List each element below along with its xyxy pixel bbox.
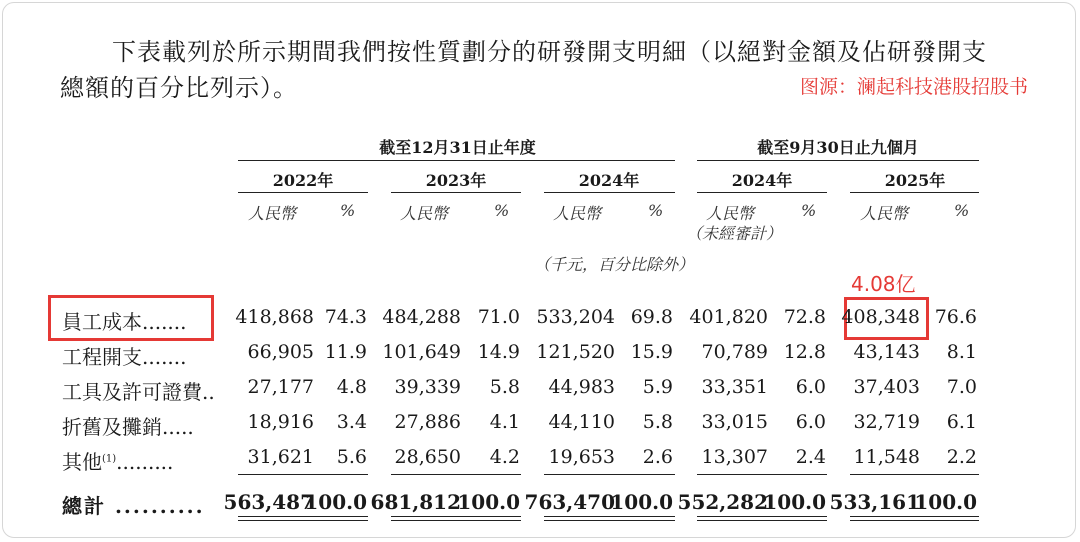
total-double-rule — [544, 516, 675, 517]
total-double-rule — [391, 520, 521, 521]
table-cell: 14.9 — [477, 341, 520, 363]
subtotal-rule — [391, 474, 521, 475]
table-cell: 8.1 — [946, 341, 977, 363]
table-cell: 33,015 — [701, 411, 768, 433]
total-cell: 100.0 — [610, 490, 673, 514]
subtotal-rule — [238, 474, 368, 475]
year-underline — [850, 192, 979, 193]
table-cell: 121,520 — [536, 341, 615, 363]
total-cell: 681,812 — [370, 490, 461, 514]
currency-header: 人民幣 — [553, 204, 602, 223]
table-cell: 70,789 — [701, 341, 768, 363]
period-underline-annual — [238, 160, 675, 161]
year-underline — [697, 192, 827, 193]
row-label-tools-licenses: 工具及許可證費.. — [62, 380, 215, 404]
unaudited-note: （未經審計） — [686, 224, 783, 243]
percent-header: % — [801, 201, 817, 220]
currency-header: 人民幣 — [248, 204, 297, 223]
table-cell: 484,288 — [382, 306, 461, 328]
table-cell: 7.0 — [946, 376, 977, 398]
total-cell: 100.0 — [304, 490, 367, 514]
total-double-rule — [544, 520, 675, 521]
year-underline — [544, 192, 675, 193]
row-label-others — [62, 446, 173, 475]
total-double-rule — [850, 520, 979, 521]
table-cell: 6.0 — [795, 411, 826, 433]
total-cell: 100.0 — [763, 490, 826, 514]
table-cell: 74.3 — [324, 306, 367, 328]
total-cell: 100.0 — [457, 490, 520, 514]
row-label-total: 總計 .......... — [62, 494, 205, 518]
period-underline-nine-months — [697, 160, 979, 161]
table-cell: 12.8 — [783, 341, 826, 363]
row-label-depreciation: 折舊及攤銷..... — [62, 415, 194, 439]
intro-line-1: 下表載列於所示期間我們按性質劃分的研發開支明細（以絕對金額及佔研發開支 — [112, 38, 987, 66]
year-header-2024: 2024年 — [578, 171, 640, 190]
total-cell: 100.0 — [914, 490, 977, 514]
table-cell: 69.8 — [630, 306, 673, 328]
year-header-2024-9m: 2024年 — [731, 171, 793, 190]
table-cell: 4.8 — [336, 376, 367, 398]
currency-header: 人民幣 — [706, 204, 755, 223]
total-cell: 552,282 — [677, 490, 768, 514]
table-cell: 5.9 — [642, 376, 673, 398]
total-double-rule — [238, 516, 368, 517]
row-label-others-text: 其他 — [62, 450, 102, 474]
table-cell: 533,204 — [536, 306, 615, 328]
currency-header: 人民幣 — [400, 204, 449, 223]
table-cell: 43,143 — [853, 341, 920, 363]
table-cell: 4.1 — [489, 411, 520, 433]
row-label-others-dots: ......... — [116, 450, 174, 474]
year-header-2025-9m: 2025年 — [884, 171, 946, 190]
total-double-rule — [238, 520, 368, 521]
total-double-rule — [850, 516, 979, 517]
table-cell: 2.2 — [946, 446, 977, 468]
table-cell: 37,403 — [853, 376, 920, 398]
table-cell: 27,177 — [247, 376, 314, 398]
table-cell: 72.8 — [783, 306, 826, 328]
table-cell: 15.9 — [630, 341, 673, 363]
percent-header: % — [648, 201, 664, 220]
table-cell: 5.8 — [489, 376, 520, 398]
period-header-nine-months: 截至9月30日止九個月 — [757, 138, 919, 157]
table-cell: 11,548 — [853, 446, 920, 468]
table-cell: 418,868 — [235, 306, 314, 328]
percent-header: % — [954, 201, 970, 220]
percent-header: % — [494, 201, 510, 220]
subtotal-rule — [850, 474, 979, 475]
total-cell: 533,161 — [829, 490, 920, 514]
table-cell: 33,351 — [701, 376, 768, 398]
table-cell: 11.9 — [324, 341, 367, 363]
table-cell: 408,348 — [841, 306, 920, 328]
period-header-annual: 截至12月31日止年度 — [379, 138, 536, 157]
percent-header: % — [340, 201, 356, 220]
unit-note: （千元，百分比除外） — [534, 255, 695, 274]
year-underline — [391, 192, 521, 193]
total-cell: 563,487 — [223, 490, 314, 514]
table-cell: 5.8 — [642, 411, 673, 433]
table-cell: 2.4 — [795, 446, 826, 468]
row-label-engineering: 工程開支....... — [62, 345, 187, 369]
year-underline — [238, 192, 368, 193]
table-cell: 66,905 — [247, 341, 314, 363]
total-double-rule — [391, 516, 521, 517]
total-double-rule — [697, 520, 827, 521]
table-cell: 76.6 — [934, 306, 977, 328]
year-header-2022: 2022年 — [272, 171, 334, 190]
table-cell: 32,719 — [853, 411, 920, 433]
table-cell: 19,653 — [548, 446, 615, 468]
table-cell: 401,820 — [689, 306, 768, 328]
table-cell: 31,621 — [247, 446, 314, 468]
intro-line-2: 總額的百分比列示）。 — [60, 74, 298, 102]
table-cell: 28,650 — [394, 446, 461, 468]
table-cell: 6.1 — [946, 411, 977, 433]
table-cell: 101,649 — [382, 341, 461, 363]
footnote-marker: (1) — [102, 453, 117, 465]
total-double-rule — [697, 516, 827, 517]
highlight-annotation: 4.08亿 — [851, 272, 916, 296]
year-header-2023: 2023年 — [425, 171, 487, 190]
table-cell: 71.0 — [477, 306, 520, 328]
table-cell: 18,916 — [247, 411, 314, 433]
table-cell: 13,307 — [701, 446, 768, 468]
image-source-label: 图源：澜起科技港股招股书 — [800, 76, 1029, 98]
table-cell: 4.2 — [489, 446, 520, 468]
table-cell: 5.6 — [336, 446, 367, 468]
table-cell: 44,110 — [548, 411, 615, 433]
row-label-staff-cost: 員工成本....... — [62, 310, 187, 334]
subtotal-rule — [544, 474, 675, 475]
total-cell: 763,470 — [524, 490, 615, 514]
currency-header: 人民幣 — [860, 204, 909, 223]
subtotal-rule — [697, 474, 827, 475]
table-cell: 44,983 — [548, 376, 615, 398]
table-cell: 39,339 — [394, 376, 461, 398]
table-cell: 6.0 — [795, 376, 826, 398]
table-cell: 3.4 — [336, 411, 367, 433]
table-cell: 2.6 — [642, 446, 673, 468]
table-cell: 27,886 — [394, 411, 461, 433]
